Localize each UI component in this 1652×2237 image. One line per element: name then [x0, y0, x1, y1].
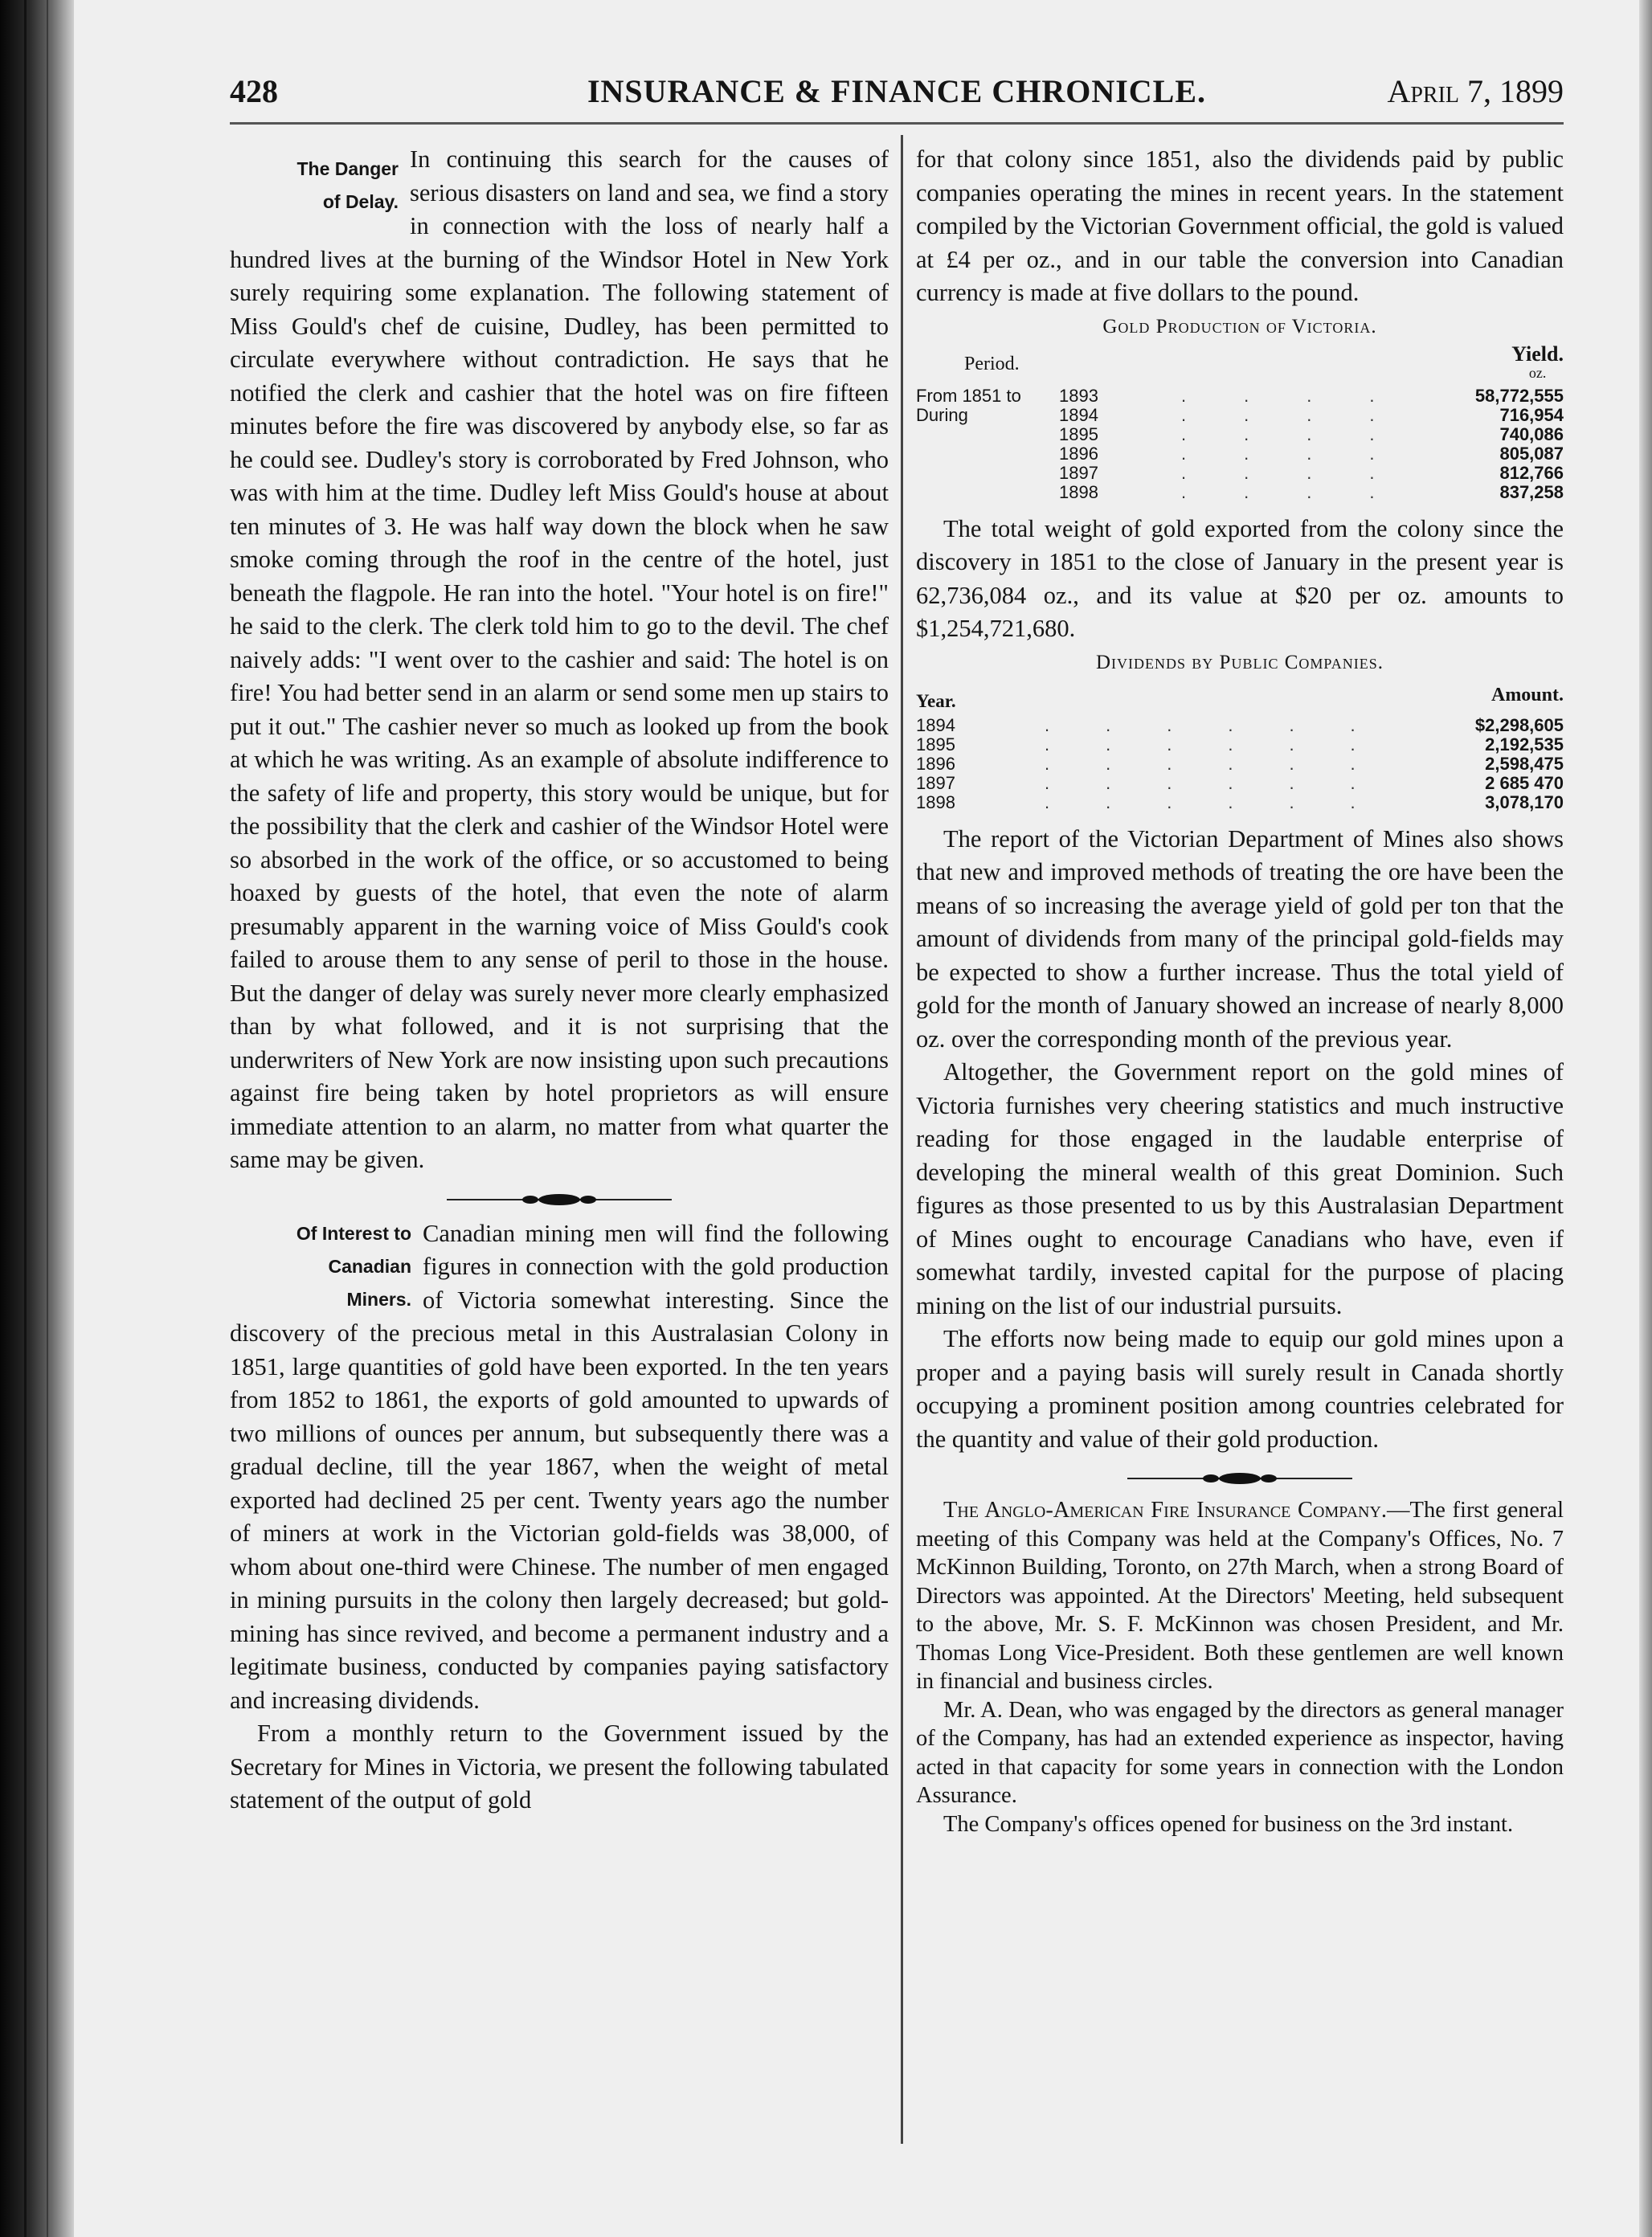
table-row — [916, 405, 1564, 424]
book-binding — [0, 0, 74, 2237]
side-heading-line: The Danger — [296, 158, 399, 179]
period-year: 1898 — [1059, 481, 1098, 502]
leader-dots: .... — [1181, 385, 1433, 406]
issue-date: April 7, 1899 — [1387, 73, 1564, 109]
dividend-year: 1897 — [916, 772, 955, 793]
article-paragraph — [916, 1496, 1564, 1696]
gold-production-table — [916, 341, 1564, 502]
period-year: 1894 — [1059, 404, 1098, 425]
table-header — [916, 341, 1564, 386]
page-edge — [1639, 0, 1652, 2237]
dividend-year: 1898 — [916, 791, 955, 812]
period-label: From 1851 to — [916, 385, 1021, 406]
dividend-amount: 3,078,170 — [1485, 791, 1564, 812]
binding-line — [24, 0, 27, 2237]
table-row — [916, 463, 1564, 482]
leader-dots: .... — [1181, 481, 1433, 502]
dividend-amount: $2,298,605 — [1474, 714, 1564, 735]
leader-dots: ...... — [1045, 791, 1412, 812]
side-heading-danger-of-delay — [230, 153, 399, 219]
column-divider — [901, 135, 903, 2144]
yield-value: 805,087 — [1499, 443, 1564, 464]
side-heading-line: of Delay. — [322, 191, 399, 212]
leader-dots: ...... — [1045, 753, 1412, 774]
side-heading-line: Of Interest to — [296, 1222, 411, 1244]
article-paragraph: Mr. A. Dean, who was engaged by the directors as general manager of the Company, has had an extended experience as inspector, having acted in that capacity for some years in connection with the London Assurance. — [916, 1697, 1564, 1808]
article-paragraph: Canadian mining men will find the following figures in connection with the gold production of Victoria somewhat interesting. Since the discovery of the precious metal in this Australasian Colony in 1851, large quantities of gold have been exported. In the ten years from 1852 to 1861, the exports of gold amounted to upwards of two millions of ounces per annum, but subsequently there was a gradual decline, till the year 1867, when the weight of metal exported had declined 25 per cent. Twenty years ago the number of miners at work in the Victorian gold-fields was 38,000, of whom about one-third were Chinese. The number of men engaged in mining pursuits in the colony then largely decreased; but gold-mining has since revived, and become a permanent industry and a legitimate business, conducted by companies paying satisfactory and increasing dividends. — [230, 1219, 889, 1714]
table-header — [916, 680, 1564, 715]
dividend-year: 1894 — [916, 714, 955, 735]
column-header-amount: Amount. — [1490, 684, 1564, 705]
yield-value: 812,766 — [1499, 462, 1564, 483]
company-notice — [916, 1496, 1564, 1838]
header-rule — [230, 122, 1564, 125]
yield-value: 58,772,555 — [1474, 385, 1564, 406]
table-row — [916, 792, 1564, 812]
article-paragraph: The Company's offices opened for business on the 3rd instant. — [943, 1811, 1514, 1837]
article-paragraph: Altogether, the Government report on the gold mines of Victoria furnishes very cheering statistics and much instructive reading for those engaged in the laudable enterprise of developing the mineral wealth of this great Dominion. Such figures as those presented to us by this Australasian Department of Mines ought to encourage Canadians who have, even if somewhat tardily, invested capital for the purpose of placing mining on the list of our industrial pursuits. — [916, 1058, 1564, 1319]
section-ornament — [230, 1184, 889, 1211]
leader-dots: ...... — [1045, 772, 1412, 793]
section-ornament — [916, 1462, 1564, 1490]
side-heading-of-interest — [230, 1217, 411, 1316]
article-paragraph: The efforts now being made to equip our gold mines upon a proper and a paying basis will surely result in Canada shortly occupying a prominent position among countries celebrated for the quantity and value of their gold production. — [916, 1325, 1564, 1453]
table-row — [916, 424, 1564, 444]
leader-dots: ...... — [1045, 714, 1412, 735]
period-year: 1896 — [1059, 443, 1098, 464]
publication-title: INSURANCE & FINANCE CHRONICLE. — [587, 73, 1207, 109]
article-paragraph: From a monthly return to the Government issued by the Secretary for Mines in Victoria, we present the following tabulated statement of the output of gold — [230, 1720, 889, 1814]
side-heading-line: Canadian — [328, 1255, 411, 1277]
period-label: During — [916, 404, 968, 425]
dividends-table — [916, 680, 1564, 812]
period-year: 1895 — [1059, 423, 1098, 444]
column-header-period: Period. — [964, 353, 1020, 374]
leader-dots: .... — [1181, 462, 1433, 483]
leader-dots: .... — [1181, 443, 1433, 464]
table-row — [916, 715, 1564, 734]
leader-dots: .... — [1181, 423, 1433, 444]
period-year: 1893 — [1059, 385, 1098, 406]
article-paragraph: In continuing this search for the causes of serious disasters on land and sea, we find a story in connection with the loss of nearly half a hundred lives at the burning of the Windsor Hotel in New York surely requiring some explanation. The following statement of Miss Gould's chef de cuisine, Dudley, has been permitted to circulate everywhere without contradiction. He says that he notified the clerk and cashier that the hotel was on fire fifteen minutes before the fire was discovered by anybody else, so far as he could see. Dudley's story is corroborated by Fred Johnson, who was with him at the time. Dudley left Miss Gould's house at about ten minutes of 3. He was half way down the block when he saw smoke coming through the roof in the centre of the hotel, just beneath the flagpole. He ran into the hotel. "Your hotel is on fire!" he said to the clerk. The clerk told him to go to the devil. The chef naively adds: "I went over to the cashier and said: The hotel is on fire! You had better send in an alarm or send some men up stairs to put it out." The cashier never so much as looked up from the book at which he was writing. As an example of absolute indifference to the safety of life and property, this story would be unique, but for the possibility that the clerk and cashier of the Windsor Hotel were so absorbed in the work of the office, or so accustomed to being hoaxed by guests of the hotel, that even the note of alarm presumably apparent in the warning voice of Miss Gould's cook failed to arouse them to any sense of peril to those in the house. But the danger of delay was surely never more clearly emphasized than by what followed, and it is not surprising that the underwriters of New York are now insisting upon such precautions against fire being taken by hotel proprietors as will ensure immediate attention to an alarm, no matter from what quarter the same may be given. — [230, 145, 889, 1173]
yield-value: 740,086 — [1499, 423, 1564, 444]
dividend-amount: 2 685 470 — [1485, 772, 1564, 793]
dividend-amount: 2,598,475 — [1485, 753, 1564, 774]
table-row — [916, 754, 1564, 773]
table-row — [916, 386, 1564, 405]
table-title-gold-production: Gold Production of Victoria. — [1102, 315, 1377, 337]
ornament-icon — [1127, 1470, 1352, 1487]
leader-dots: ...... — [1045, 734, 1412, 755]
running-header — [230, 67, 1564, 116]
table-row — [916, 773, 1564, 792]
binding-line — [47, 0, 48, 2237]
table-title-dividends: Dividends by Public Companies. — [1096, 651, 1384, 673]
table-row — [916, 734, 1564, 754]
article-paragraph: for that colony since 1851, also the dividends paid by public companies operating the mines in recent years. In the statement compiled by the Victorian Government official, the gold is valued at £4 per oz., and in our table the conversion into Canadian currency is made at five dollars to the pound. — [916, 145, 1564, 306]
page-number: 428 — [230, 73, 278, 109]
dividend-amount: 2,192,535 — [1485, 734, 1564, 755]
table-row — [916, 444, 1564, 463]
leader-dots: .... — [1181, 404, 1433, 425]
article-paragraph: The total weight of gold exported from the colony since the discovery in 1851 to the close of January in the present year is 62,736,084 oz., and its value at $20 per oz. amounts to $1,254,721,680. — [916, 514, 1564, 642]
left-column — [230, 143, 889, 1818]
yield-unit: oz. — [1528, 364, 1547, 381]
yield-value: 837,258 — [1499, 481, 1564, 502]
ornament-icon — [447, 1192, 672, 1208]
yield-value: 716,954 — [1499, 404, 1564, 425]
dividend-year: 1895 — [916, 734, 955, 755]
notice-heading: The Anglo-American Fire Insurance Company. — [943, 1498, 1388, 1523]
column-header-year: Year. — [916, 690, 956, 711]
period-year: 1897 — [1059, 462, 1098, 483]
yield-label: Yield. — [1511, 341, 1564, 366]
notice-text: —The first general meeting of this Company was held at the Company's Offices, No. 7 McKinnon Building, Toronto, on 27th March, when a strong Board of Directors was appointed. At the Directors' Meeting, held subsequent to the above, Mr. S. F. McKinnon was chosen President, and Mr. Thomas Long Vice-President. Both these gentlemen are well known in financial and business circles. — [916, 1498, 1564, 1694]
side-heading-line: Miners. — [346, 1288, 411, 1310]
right-column — [916, 143, 1564, 1838]
column-header-yield — [1511, 341, 1564, 381]
article-paragraph: The report of the Victorian Department of Mines also shows that new and improved methods of treating the ore have been the means of so increasing the average yield of gold per ton that the amount of dividends from many of the principal gold-fields may be expected to show a further increase. Thus the total yield of gold for the month of January showed an increase of nearly 8,000 oz. over the corresponding month of the previous year. — [916, 824, 1564, 1053]
table-row — [916, 482, 1564, 501]
dividend-year: 1896 — [916, 753, 955, 774]
